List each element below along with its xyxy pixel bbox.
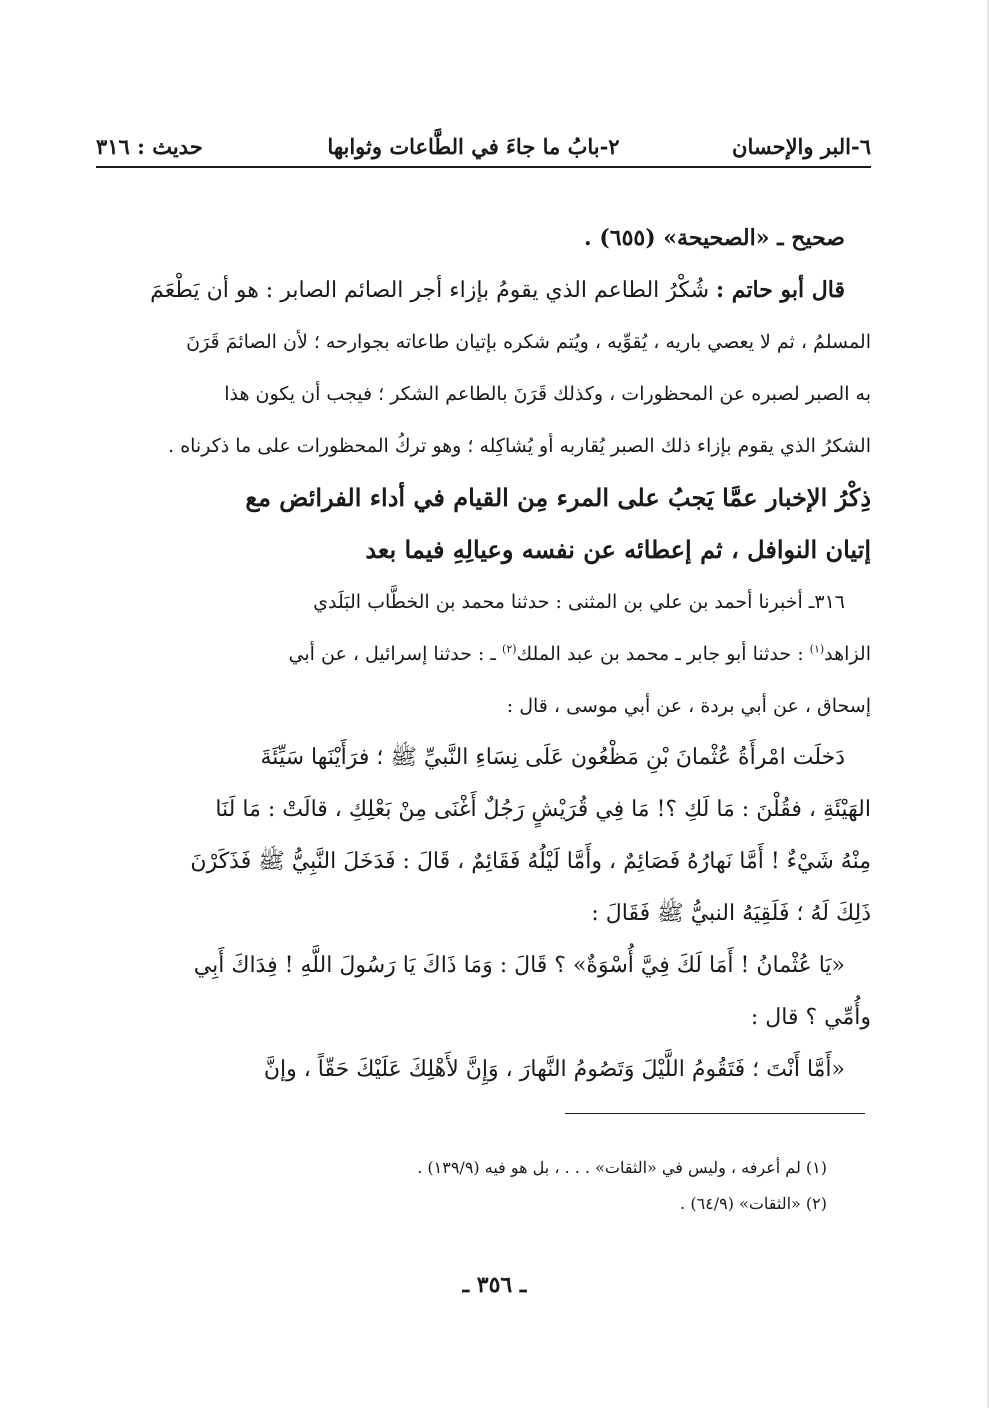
header-rule bbox=[96, 166, 871, 168]
page-number: ـ ٣٥٦ ـ bbox=[462, 1272, 527, 1298]
abu-hatim-line-1 bbox=[98, 264, 871, 316]
matn-line-1: دَخلَت امْرأَةُ عُثْمانَ بْنِ مَظْعُون عَلَى نِسَاءِ النَّبيِّ ﷺ ؛ فرَأَيْنَها سَيِّئَةَ bbox=[260, 745, 845, 770]
isnad-line-2 bbox=[98, 628, 871, 680]
running-header bbox=[96, 128, 871, 164]
isnad-line-1: ٣١٦ـ أخبرنا أحمد بن علي بن المثنى : حدثنا محمد بن الخطَّاب البَلَدي bbox=[313, 591, 845, 613]
isnad-part-c: ـ : حدثنا إسرائيل ، عن أبي bbox=[288, 643, 496, 665]
isnad-line-3: إسحاق ، عن أبي بردة ، عن أبي موسى ، قال : bbox=[506, 695, 871, 717]
matn-line-4: ذَلِكَ لَهُ ؛ فَلَقِيَهُ النبيُّ ﷺ فَقَالَ : bbox=[591, 901, 871, 926]
chapter-title: ٦-البر والإحسان bbox=[732, 133, 871, 159]
footnote-1: (١) لم أعرفه ، وليس في «الثقات» . . . ، بل هو فيه (١٣٩/٩) . bbox=[417, 1158, 827, 1177]
footnote-ref-1: (١) bbox=[809, 642, 825, 656]
matn-line-2: الهَيْئَةِ ، فقُلْنَ : مَا لَكِ ؟! مَا فِي قُرَيْشٍ رَجُلٌ أَغْنَى مِنْ بَعْلِكِ ، قالَتْ : مَا لَنَا bbox=[215, 797, 871, 822]
hadith-number: حديث : ٣١٦ bbox=[96, 133, 203, 159]
chapter-heading-line-1: ذِكْرُ الإخبار عمَّا يَجبُ على المرء مِن القيام في أداء الفرائض مع bbox=[245, 483, 871, 512]
grading-line: صحيح ـ «الصحيحة» (٦٥٥) . bbox=[584, 225, 845, 251]
footnotes bbox=[98, 1150, 827, 1222]
chapter-heading-line-2: إتيان النوافل ، ثم إعطائه عن نفسه وعيالِهِ فيما بعد bbox=[365, 535, 871, 564]
abu-hatim-line-2: المسلمُ ، ثم لا يعصي باريه ، يُقوِّيه ، ويُتم شكره بإتيان طاعاته بجوارحه ؛ لأن الصائمَ قَرَنَ bbox=[186, 331, 871, 353]
abu-hatim-line-4: الشكرُ الذي يقوم بإزاء ذلك الصبر يُقاربه أو يُشاكِله ؛ وهو تركُ المحظورات على ما ذكرناه . bbox=[168, 435, 871, 457]
matn-line-3: مِنْهُ شَيْءٌ ! أَمَّا نَهارُهُ فَصَائِمٌ ، وأَمَّا لَيْلُهُ فَقَائِمٌ ، قَالَ : فَدَخَلَ النَّبِيُّ ﷺ فَذَكَرْنَ bbox=[190, 849, 871, 874]
matn-line-7: «أَمَّا أَنْتَ ؛ فَتَقُومُ اللَّيْلَ وَتَصُومُ النَّهارَ ، وَإِنَّ لأَهْلِكَ عَلَيْكَ حَقّاً ، وإنَّ bbox=[263, 1057, 845, 1082]
abu-hatim-text: شُكْرُ الطاعم الذي يقومُ بإزاء أجر الصائم الصابر : هو أن يَطْعَمَ bbox=[150, 278, 710, 303]
abu-hatim-line-3: به الصبر لصبره عن المحظورات ، وكذلك قَرَنَ بالطاعم الشكر ؛ فيجب أن يكون هذا bbox=[224, 383, 871, 405]
main-text bbox=[98, 212, 871, 1096]
matn-line-6: وأُمِّي ؟ قال : bbox=[750, 1005, 871, 1030]
matn-line-5: «يَا عُثْمانُ ! أَمَا لَكَ فِيَّ أُسْوَةٌ» ؟ قَالَ : وَمَا ذَاكَ يَا رَسُولَ اللَّهِ ! فِدَاكَ أَبِي bbox=[193, 953, 845, 978]
abu-hatim-label: قال أبو حاتم : bbox=[716, 277, 845, 303]
isnad-part-a: الزاهد bbox=[824, 643, 871, 665]
footnote-rule bbox=[565, 1113, 865, 1114]
isnad-part-b: : حدثنا أبو جابر ـ محمد بن عبد الملك bbox=[516, 643, 804, 665]
section-title: ٢-بابُ ما جاءَ في الطَّاعات وثوابها bbox=[327, 133, 620, 159]
footnote-2: (٢) «الثقات» (٦٤/٩) . bbox=[680, 1194, 827, 1213]
footnote-ref-2: (٢) bbox=[502, 642, 517, 656]
